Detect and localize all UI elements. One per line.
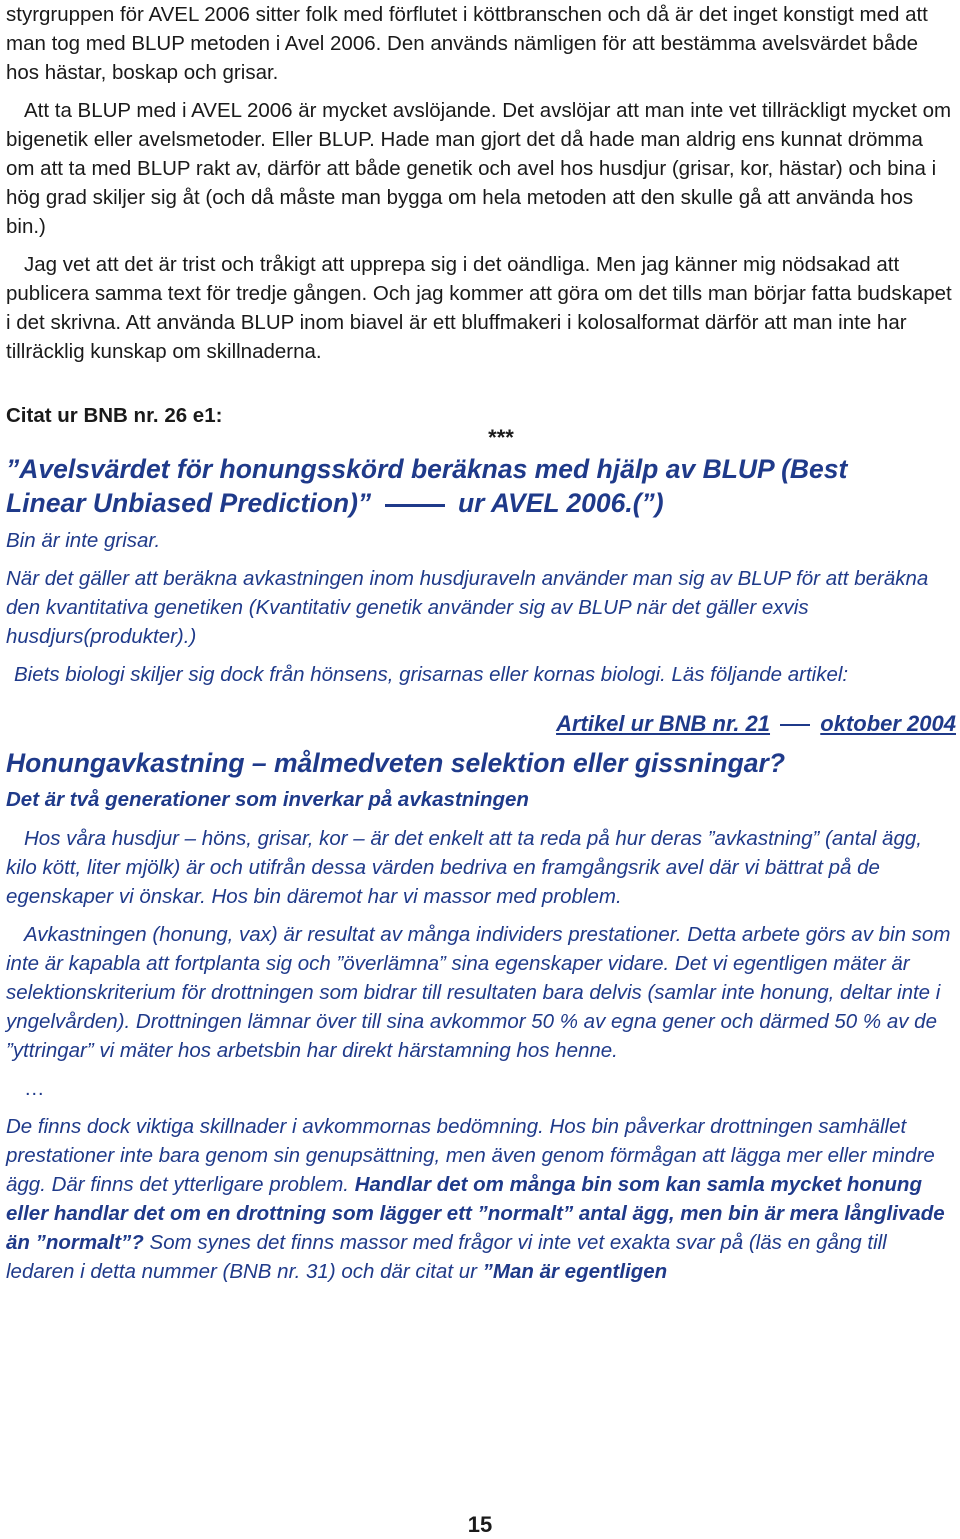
intro-paragraph-2: Att ta BLUP med i AVEL 2006 är mycket avslöjande. Det avslöjar att man inte vet tillräckligt mycket om bigenetik eller avelsmetoder. Eller BLUP. Hade man gjort det då hade man aldrig ens kunnat drömma om att ta med BLUP rakt av, därför att både genetik och avel hos husdjur (grisar, kor, hästar) och bina i hög grad skiljer sig åt (och då måste man bygga om hela metoden att den skulle gå att använda hos bin.) [6,99,952,238]
quote-headline-part2: ur AVEL 2006.(”) [457,488,664,518]
article-paragraph-3-bold: Handlar det om många bin som kan samla mycket honung eller handlar det om en drottning som lägger ett ”normalt” antal ägg, men bin är mera långlivade än ”normalt”? [6,1173,945,1254]
article-paragraph-3 [6,1112,956,1286]
article-source-part1: Artikel ur BNB nr. 21 [556,711,771,736]
article-subtitle: Det är två generationer som inverkar på avkastningen [6,788,529,811]
quote-label: Citat ur BNB nr. 26 e1: [6,404,223,427]
document-page [6,0,956,1286]
intro-paragraph-1: styrgruppen för AVEL 2006 sitter folk med förflutet i köttbranschen och då är det inget konstigt med att man tog med BLUP metoden i Avel 2006. Den används nämligen för att bestämma avelsvärdet både hos hästar, boskap och grisar. [6,3,928,84]
quote-headline-line2 [6,486,956,520]
article-paragraph-2: Avkastningen (honung, vax) är resultat av många individers prestationer. Detta arbete görs av bin som inte är kapabla att fortplanta sig och ”överlämna” sina egenskaper vidare. Det vi egentligen mäter är selektionskriterium för drottningen som bidrar till resultaten bara delvis (samlar inte honung, deltar inte i yngelvården). Drottningen lämnar över till sina avkommor 50 % av egna gener och därmed 50 % av de ”yttringar” vi mäter hos arbetsbin har direkt härstamning hos henne. [6,923,951,1062]
quote-headline-line1: ”Avelsvärdet för honungsskörd beräknas med hjälp av BLUP (Best [6,454,848,484]
quote-line-bin: Bin är inte grisar. [6,529,161,552]
article-title: Honungavkastning – målmedveten selektion eller gissningar? [6,748,786,778]
article-paragraph-3-normal: De finns dock viktiga skillnader i avkommornas bedömning. Hos bin påverkar drottningen samhället prestationer inte bara genom sin genupsättning, men även genom förmågan att lägga mer eller mindre ägg. Där finns det ytterligare problem. [6,1115,935,1196]
quote-paragraph-2: Biets biologi skiljer sig dock från hönsens, grisarnas eller kornas biologi. Läs följande artikel: [14,663,849,686]
quote-paragraph-1: När det gäller att beräkna avkastningen inom husdjuraveln använder man sig av BLUP för att beräkna den kvantitativa genetiken (Kvantitativ genetik använder sig av BLUP när det gäller exvis husdjurs(produkter).) [6,567,929,648]
intro-paragraph-3: Jag vet att det är trist och tråkigt att upprepa sig i det oändliga. Men jag känner mig nödsakad att publicera samma text för tredje gången. Och jag kommer att göra om det tills man börjar fatta budskapet i det skrivna. Att använda BLUP inom biavel är ett bluffmakeri i kolosalformat därför att man inte har tillräcklig kunskap om skillnaderna. [6,253,952,363]
article-paragraph-3-end: Som synes det finns massor med frågor vi inte vet exakta svar på (läs en gång till ledaren i detta nummer (BNB nr. 31) och där citat ur [6,1231,887,1283]
separator-stars: *** [488,425,514,450]
page-number: 15 [467,1512,493,1537]
article-paragraph-3-tail: ”Man är egentligen [482,1260,668,1283]
article-ellipsis: … [24,1077,45,1100]
article-source [6,709,956,739]
quote-headline-part1: Linear Unbiased Prediction)” [6,488,372,518]
article-paragraph-1: Hos våra husdjur – höns, grisar, kor – är det enkelt att ta reda på hur deras ”avkastning” (antal ägg, kilo kött, liter mjölk) är och utifrån dessa värden bedriva en framgångsrik avel där vi bättrat på de egenskaper vi önskar. Hos bin däremot har vi massor med problem. [6,827,922,908]
headline-dash [385,504,445,507]
source-dash [780,724,810,726]
article-source-part2: oktober 2004 [820,711,956,736]
